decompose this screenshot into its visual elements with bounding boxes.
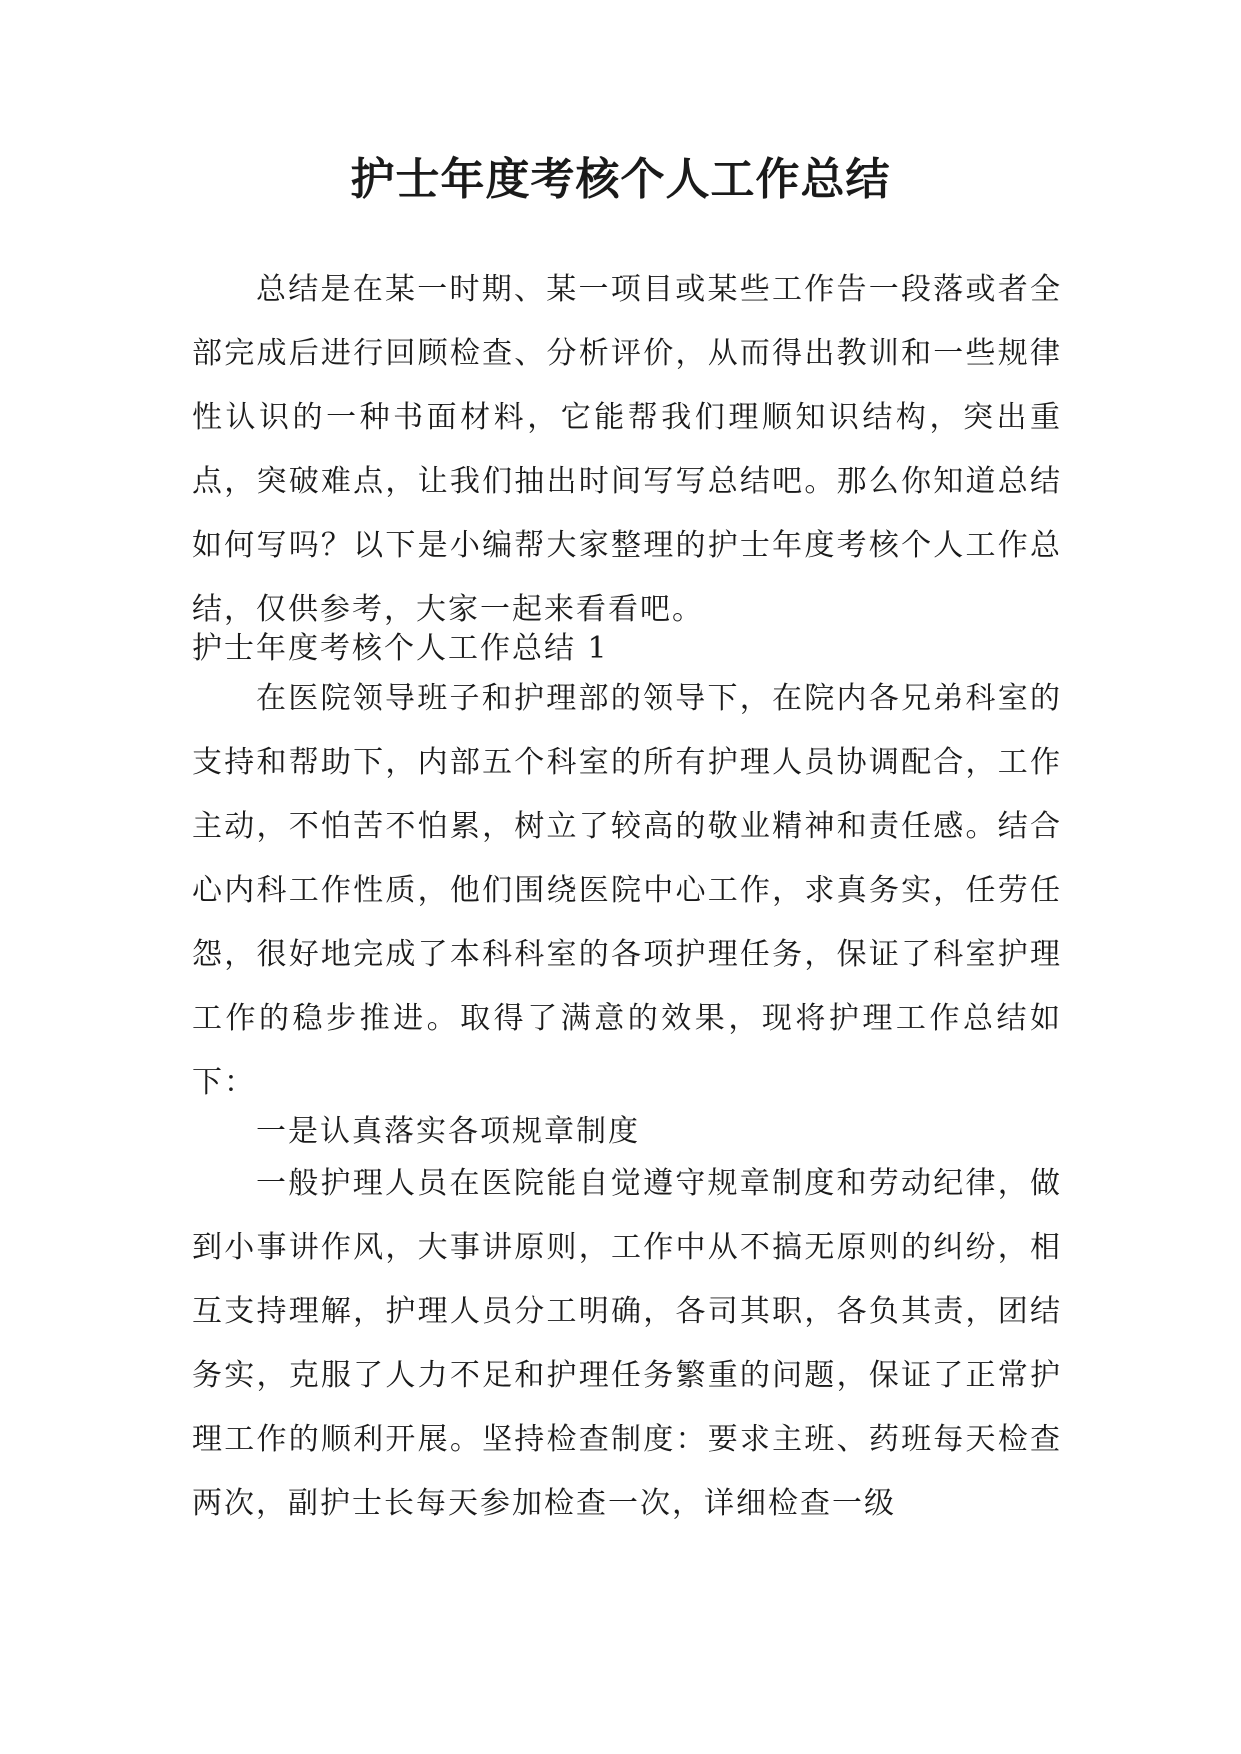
document-title: 护士年度考核个人工作总结 [350, 154, 891, 205]
section-heading: 护士年度考核个人工作总结 1 [192, 631, 609, 666]
intro-paragraph: 总结是在某一时期、某一项目或某些工作告一段落或者全部完成后进行回顾检查、分析评价，从而得出教训和一些规律性认识的一种书面材料，它能帮我们理顺知识结构，突出重点，突破难点，让我们抽出时间写写总结吧。那么你知道总结如何写吗？以下是小编帮大家整理的护士年度考核个人工作总结，仅供参考，大家一起来看看吧。 [192, 272, 1062, 627]
body-paragraph: 一般护理人员在医院能自觉遵守规章制度和劳动纪律，做到小事讲作风，大事讲原则，工作中从不搞无原则的纠纷，相互支持理解，护理人员分工明确，各司其职，各负其责，团结务实，克服了人力不足和护理任务繁重的问题，保证了正常护理工作的顺利开展。坚持检查制度：要求主班、药班每天检查两次，副护士长每天参加检查一次，详细检查一级 [192, 1166, 1062, 1521]
subheading: 一是认真落实各项规章制度 [256, 1114, 640, 1149]
body-paragraph: 在医院领导班子和护理部的领导下，在院内各兄弟科室的支持和帮助下，内部五个科室的所有护理人员协调配合，工作主动，不怕苦不怕累，树立了较高的敬业精神和责任感。结合心内科工作性质，他们围绕医院中心工作，求真务实，任劳任怨，很好地完成了本科科室的各项护理任务，保证了科室护理工作的稳步推进。取得了满意的效果，现将护理工作总结如下： [192, 681, 1062, 1100]
